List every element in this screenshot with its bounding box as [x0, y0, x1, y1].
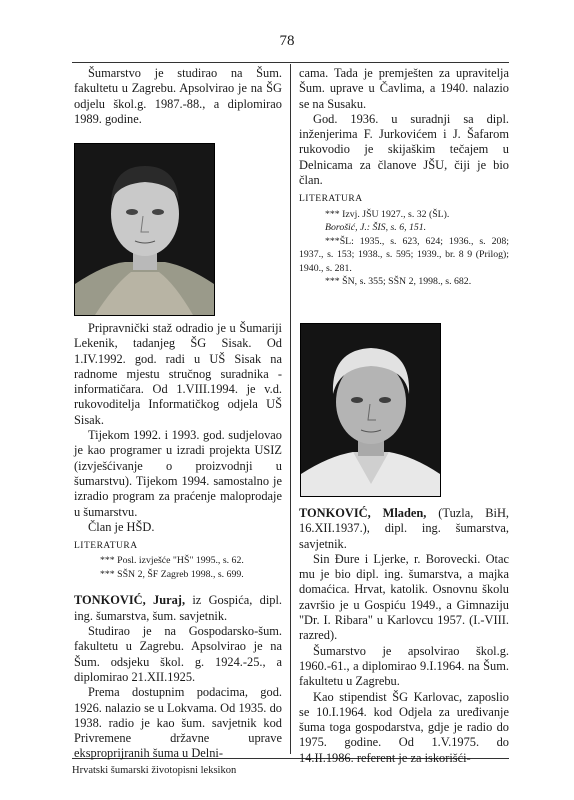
literature-item: Borošić, J.: ŠIS, s. 6, 151.	[325, 222, 427, 234]
page-number: 78	[279, 33, 295, 49]
entry-description: (Tuzla, BiH, 16.XII.1937.), dipl. ing. šumarstva, savjetnik.	[299, 506, 509, 551]
projects-paragraph: Tijekom 1992. i 1993. god. sudjelovao je kao programer u izradi projekta USIZ (izvješćivanje o proizvodnji u šumarstvu). Tijekom 1994. samostalno je izradio program za praćenje maloprodaje u šumarstvu.	[74, 428, 282, 519]
literature-item: *** Izvj. JŠU 1927., s. 32 (ŠL).	[325, 208, 450, 220]
entry-name: TONKOVIĆ, Juraj,	[74, 593, 186, 608]
education-paragraph: Šumarstvo je apsolvirao škol.g. 1960.-61., a diplomirao 9.I.1964. na Šum. fakultetu u Zagrebu.	[299, 643, 509, 689]
portrait-photo-2	[300, 323, 441, 497]
continuation-paragraph: cama. Tada je premješten za upravitelja Šum. uprave u Čavlima, a 1940. nalazio se na Susaku.	[299, 66, 509, 111]
entry-name: TONKOVIĆ, Mladen,	[299, 506, 427, 520]
literature-item: *** ŠN, s. 355; SŠN 2, 1998., s. 682.	[325, 276, 472, 288]
education-paragraph: Studirao je na Gospodarsko-šum. fakultetu u Zagrebu. Apsolvirao je na Šum. odsjeku škol. g. 1924.-25., a diplomirao 21.XII.1925.	[74, 624, 282, 684]
left-column-body	[74, 321, 282, 762]
literature-list	[299, 208, 509, 289]
footer-title: Hrvatski šumarski životopisni leksikon	[72, 765, 237, 776]
portrait-photo-1	[74, 143, 215, 316]
literature-item: *** Posl. izvješće "HŠ" 1995., s. 62.	[100, 555, 244, 567]
entry-description: iz Gospića, dipl. ing. šumarstva, šum. savjetnik.	[74, 593, 282, 623]
intro-paragraph: Šumarstvo je studirao na Šum. fakultetu u Zagrebu. Apsolvirao je na ŠG odjelu škol.g. 1987.-88., a diplomirao 1989. godine.	[74, 66, 282, 126]
literature-list	[74, 554, 282, 581]
entry-heading	[74, 593, 282, 624]
literature-heading: LITERATURA	[74, 541, 138, 552]
literature-heading: LITERATURA	[299, 194, 363, 205]
career-paragraph: Prema dostupnim podacima, god. 1926. nalazio se u Lokvama. Od 1935. do 1938. radio je kao šum. savjetnik kod Privremene državne uprave eksproprijranih šuma u Delni-	[74, 685, 282, 761]
column-divider	[290, 64, 291, 754]
biography-paragraph: Sin Đure i Ljerke, r. Borovecki. Otac mu je bio dipl. ing. šumarstva, a majka domaćica. Hrvat, katolik. Osnovnu školu završio je u Gospiću 1949., a Gimnaziju "Dr. I. Ribara" u Karlovcu 1957. (I.-VIII. razred).	[299, 551, 509, 643]
literature-item: *** SŠN 2, ŠF Zagreb 1998., s. 699.	[100, 568, 244, 580]
top-rule	[72, 62, 509, 63]
left-column	[74, 66, 282, 127]
career-paragraph: Pripravnički staž odradio je u Šumariji Lekenik, tadanjeg ŠG Sisak. Od 1.IV.1992. god. radi u UŠ Sisak na radnome mjestu stručnog suradnika - informatičara. Od 1.VIII.1994. je v.d. rukovoditelja Informatičkog odjela UŠ Sisak.	[74, 321, 282, 427]
activity-paragraph: God. 1936. u suradnji sa dipl. inženjerima F. Jurkovićem i J. Šafarom rukovodio je skijaškim tečajem u Delnicama za članove JŠU, čiji je bio član.	[299, 111, 509, 188]
membership-paragraph: Član je HŠD.	[88, 519, 155, 534]
entry-heading	[299, 506, 509, 552]
right-column	[299, 66, 509, 289]
right-column-body	[299, 506, 509, 766]
career-paragraph: Kao stipendist ŠG Karlovac, zaposlio se 10.I.1964. kod Odjela za uređivanje šuma toga gospodarstva, gdje je radio do 1975. godine. Od 1.V.1975. do 14.II.1986. referent je za iskorišći-	[299, 689, 509, 765]
literature-item: ***ŠL: 1935., s. 623, 624; 1936., s. 208; 1937., s. 153; 1938., s. 595; 1939., br. 8 9 (Prilog); 1940., s. 281.	[299, 235, 509, 274]
